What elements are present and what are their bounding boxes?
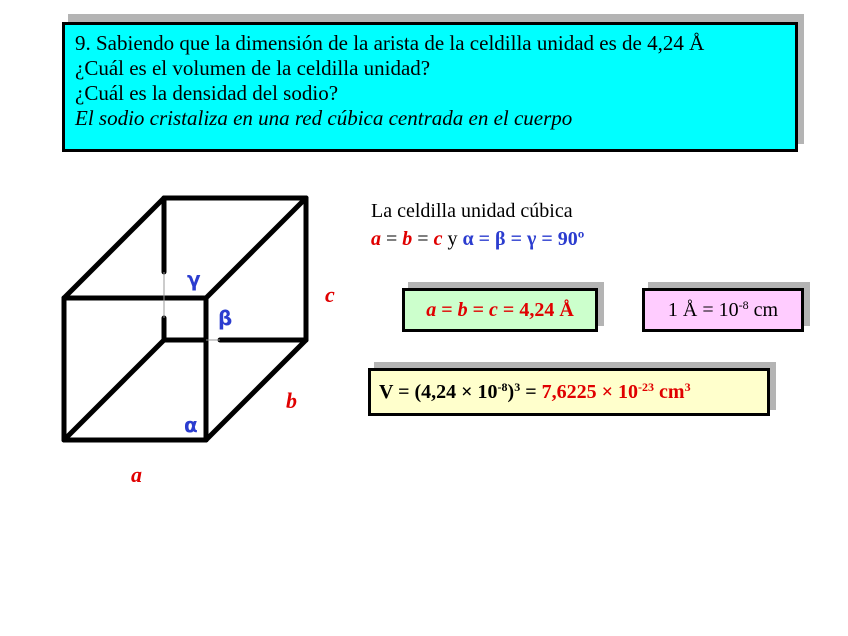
cube-label-b: b (286, 388, 297, 413)
intro-angle: 90º (557, 228, 585, 250)
eq-value: 4,24 Å (519, 299, 574, 321)
cube-label-alpha: α (184, 413, 198, 437)
vol-prefix: V = (4,24 × 10 (379, 381, 498, 403)
vol-exp2: 3 (514, 380, 521, 394)
volume-panel (368, 368, 770, 416)
intro-eq: = (412, 228, 434, 250)
intro-eq: = (381, 228, 403, 250)
intro-a: a (371, 228, 381, 250)
intro-c: c (433, 228, 443, 250)
intro-y: y (442, 228, 463, 250)
intro-beta: β (495, 228, 506, 250)
problem-line-3: ¿Cuál es la densidad del sodio? (75, 81, 339, 105)
intro-eq: = (505, 228, 527, 250)
intro-gamma: γ (526, 228, 537, 250)
vol-result: 7,6225 × 10 (541, 381, 639, 403)
problem-box-panel (62, 22, 798, 152)
conv-exp: -8 (738, 298, 749, 312)
cube-diagram (50, 188, 390, 488)
cube-label-beta: β (218, 306, 233, 330)
problem-line-1: 9. Sabiendo que la dimensión de la arista de la celdilla unidad es de 4,24 Å (75, 31, 705, 55)
vol-equals: = (520, 381, 542, 403)
cube-hidden-edge (64, 340, 164, 440)
intro-eq: = (473, 228, 496, 250)
problem-line-4: El sodio cristaliza en una red cúbica centrada en el cuerpo (75, 106, 573, 130)
vol-exp1: -8 (497, 380, 508, 394)
eq-c: c (489, 299, 498, 321)
intro-eq: = (536, 228, 558, 250)
eq-a: a (426, 299, 437, 321)
cube-label-c: c (325, 282, 335, 307)
intro-condition (371, 228, 584, 251)
intro-b: b (402, 228, 413, 250)
vol-exp3: -23 (638, 380, 655, 394)
conv-left: 1 Å = 10 (667, 299, 739, 321)
intro-title: La celdilla unidad cúbica (371, 200, 573, 222)
conv-unit: cm (748, 299, 779, 321)
cube-edge (64, 198, 164, 298)
conversion-panel (642, 288, 804, 332)
cube-edge (206, 198, 306, 298)
vol-unit: cm (654, 381, 685, 403)
problem-line-2: ¿Cuál es el volumen de la celdilla unidad? (75, 56, 431, 80)
vol-exp4: 3 (684, 380, 691, 394)
vol-close: ) (507, 381, 515, 403)
intro-alpha: α (462, 228, 474, 250)
cube-label-a: a (131, 462, 142, 487)
edge-equality-panel: a = b = c = 4,24 Å (402, 288, 598, 332)
cube-label-gamma: γ (187, 267, 201, 291)
eq-b: b (457, 299, 468, 321)
